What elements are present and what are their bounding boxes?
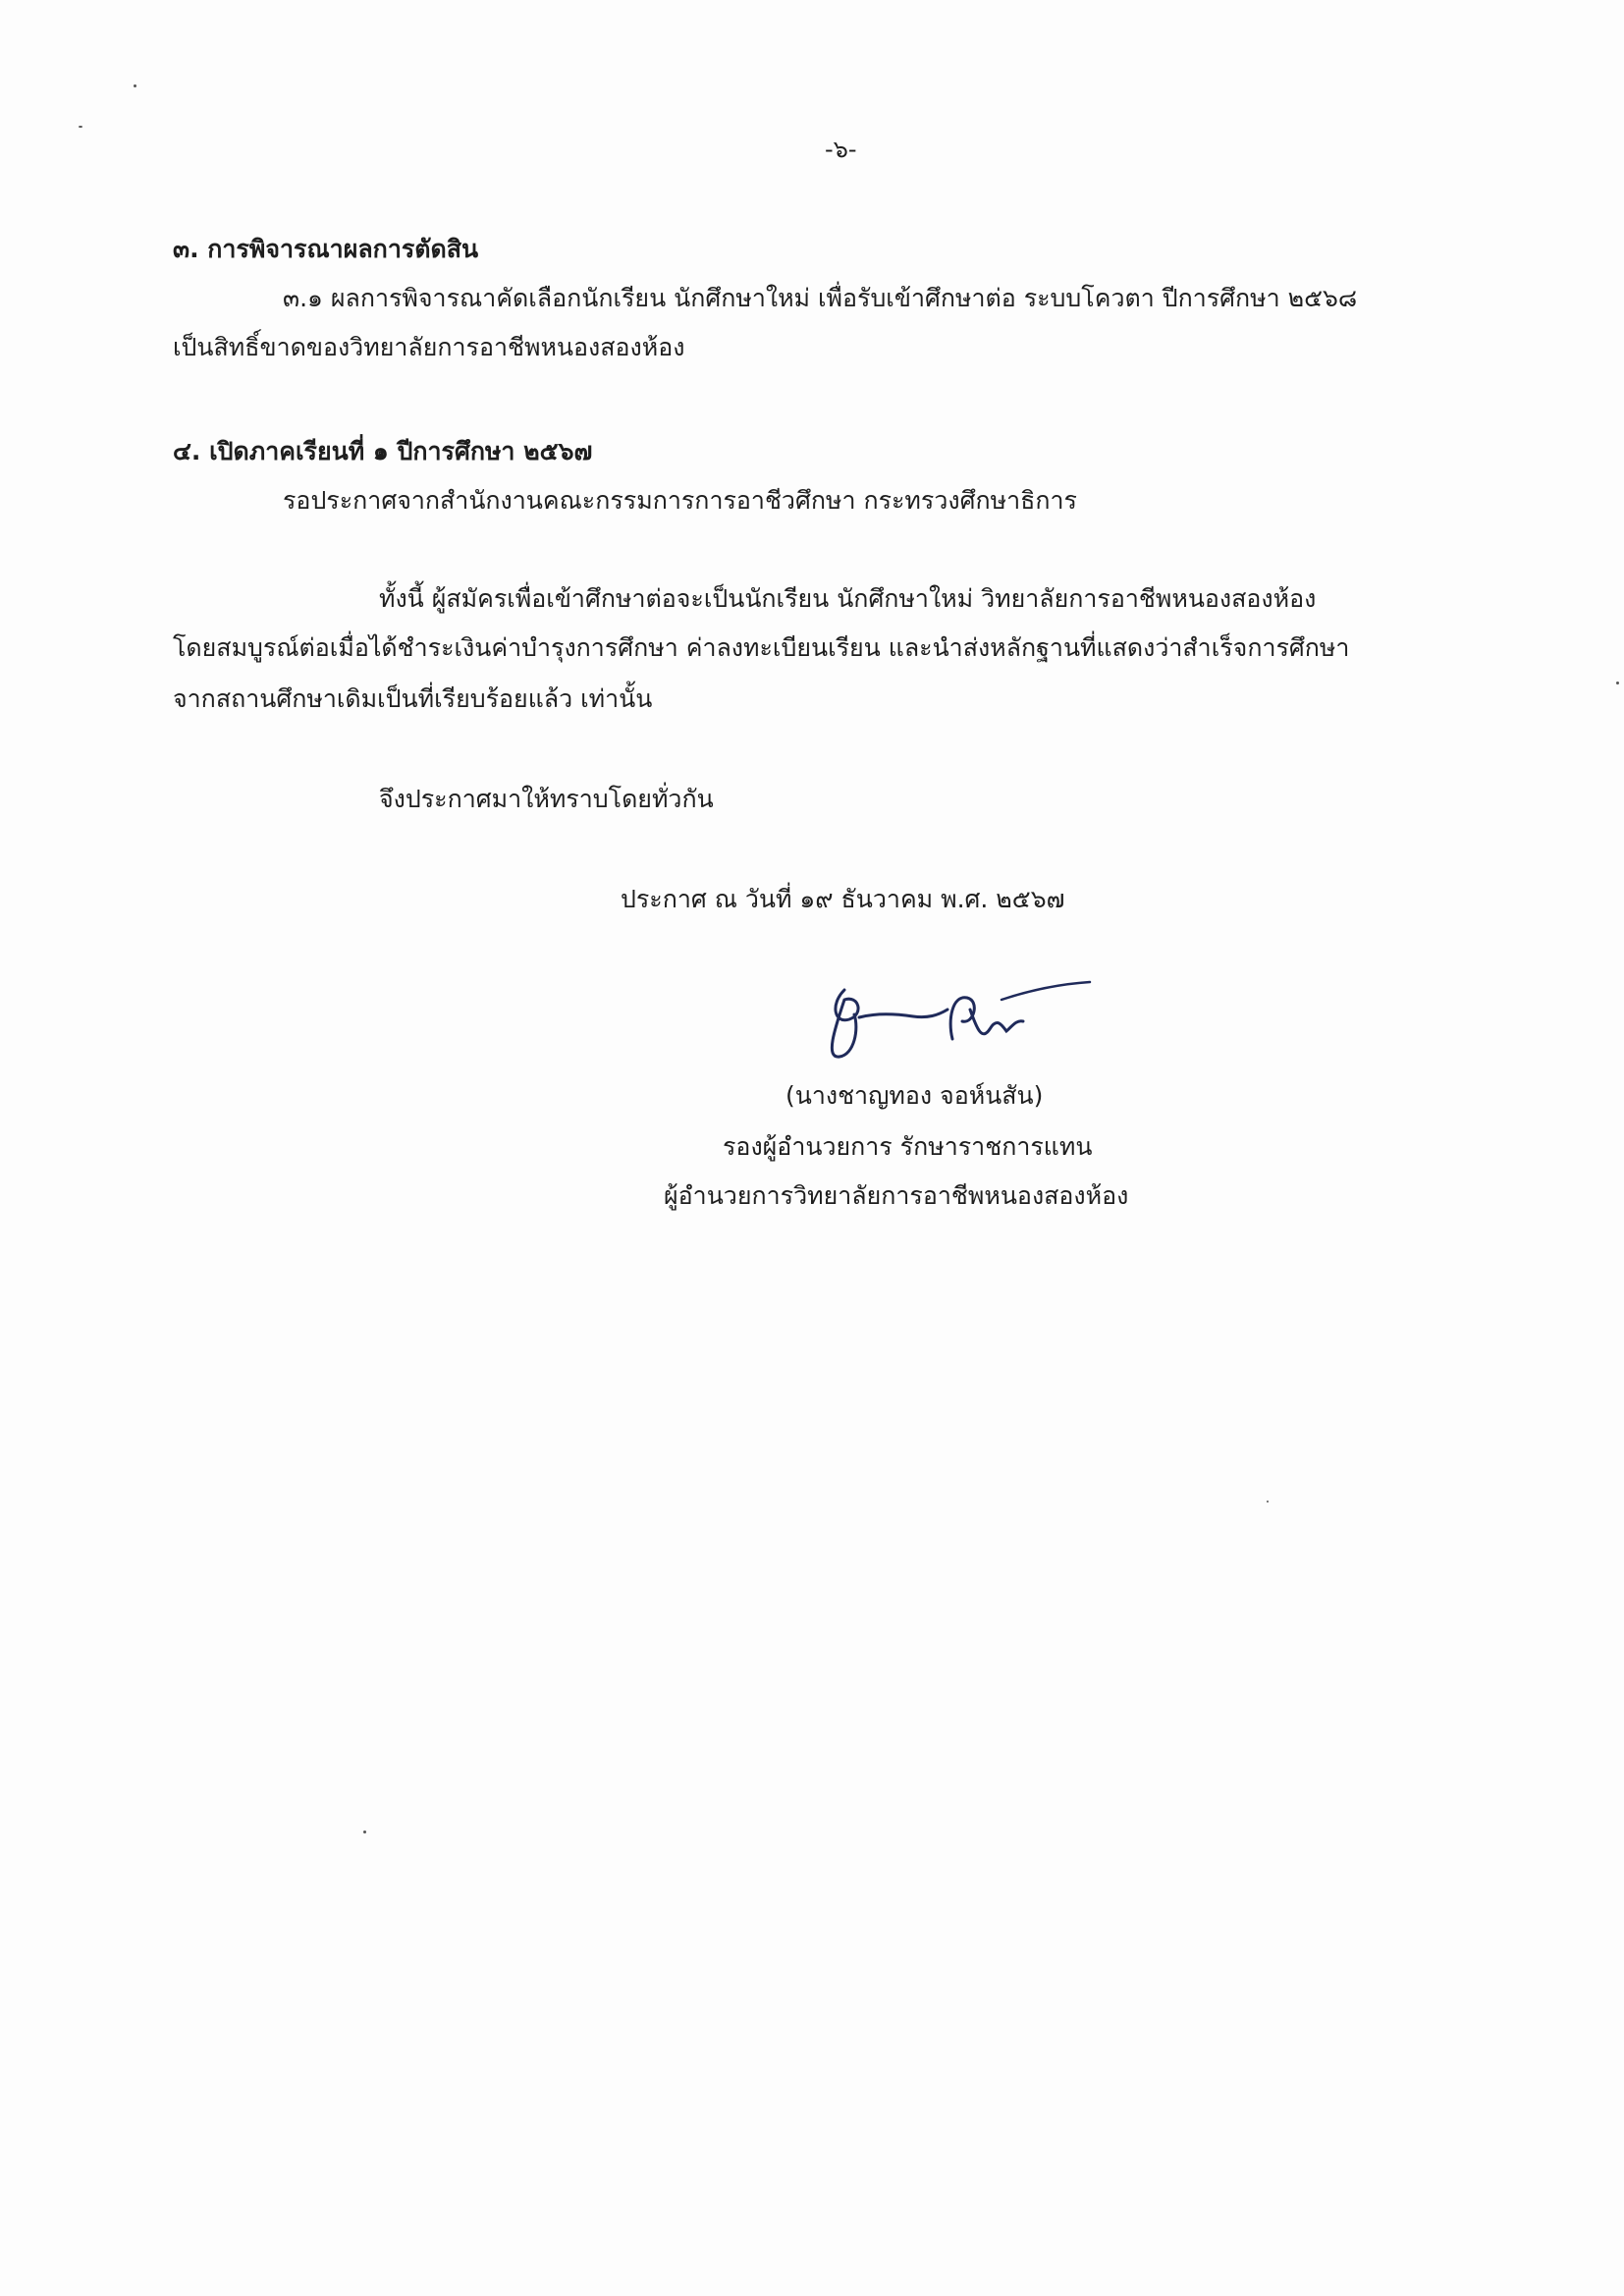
announcement-date: ประกาศ ณ วันที่ ๑๙ ธันวาคม พ.ศ. ๒๕๖๗ <box>621 885 1065 913</box>
section-3-paragraph-line: เป็นสิทธิ์ขาดของวิทยาลัยการอาชีพหนองสองห้อง <box>173 333 685 361</box>
scan-speck <box>363 1831 366 1833</box>
section-3-paragraph-line: ๓.๑ ผลการพิจารณาคัดเลือกนักเรียน นักศึกษาใหม่ เพื่อรับเข้าศึกษาต่อ ระบบโควตา ปีการศึกษา ๒๕๖๘ <box>283 284 1358 312</box>
scan-speck <box>134 84 136 87</box>
page-number: -๖- <box>825 136 857 163</box>
scan-speck <box>1267 1501 1269 1503</box>
scan-speck <box>1616 682 1619 684</box>
handwritten-signature <box>805 970 1100 1068</box>
conditions-paragraph-line: ทั้งนี้ ผู้สมัครเพื่อเข้าศึกษาต่อจะเป็นนักเรียน นักศึกษาใหม่ วิทยาลัยการอาชีพหนองสองห้อง <box>379 584 1317 613</box>
announcement-line: จึงประกาศมาให้ทราบโดยทั่วกัน <box>379 785 714 813</box>
signer-name: (นางชาญทอง จอห์นสัน) <box>785 1081 1044 1110</box>
section-3-heading: ๓. การพิจารณาผลการตัดสิน <box>173 235 479 263</box>
signer-title: รองผู้อำนวยการ รักษาราชการแทน <box>723 1132 1093 1161</box>
scan-speck <box>79 126 82 128</box>
conditions-paragraph-line: จากสถานศึกษาเดิมเป็นที่เรียบร้อยแล้ว เท่านั้น <box>173 684 653 713</box>
conditions-paragraph-line: โดยสมบูรณ์ต่อเมื่อได้ชำระเงินค่าบำรุงการศึกษา ค่าลงทะเบียนเรียน และนำส่งหลักฐานที่แสดงว่าสำเร็จการศึกษา <box>173 633 1350 662</box>
section-4-heading: ๔. เปิดภาคเรียนที่ ๑ ปีการศึกษา ๒๕๖๗ <box>173 437 593 465</box>
section-4-paragraph-line: รอประกาศจากสำนักงานคณะกรรมการการอาชีวศึกษา กระทรวงศึกษาธิการ <box>283 486 1077 515</box>
signer-organization-title: ผู้อำนวยการวิทยาลัยการอาชีพหนองสองห้อง <box>664 1181 1129 1210</box>
